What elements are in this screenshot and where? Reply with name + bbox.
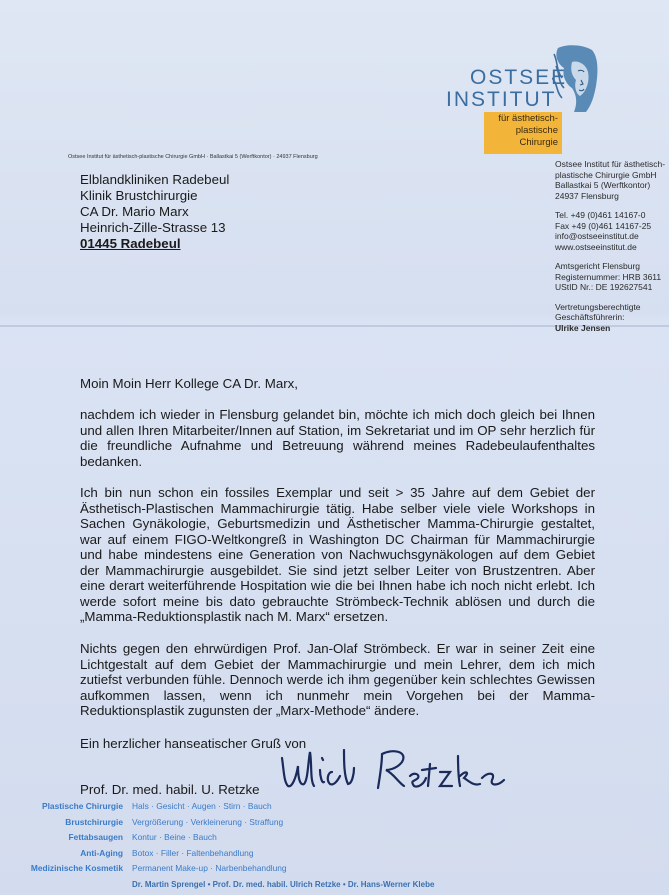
body-paragraph: Nichts gegen den ehrwürdigen Prof. Jan-Olaf Strömbeck. Er war in seiner Zeit eine Lichtgestalt auf dem Gebiet der Mammachirurgie und mein Lehrer, dem ich mich zutiefst verbunden fühle. Dennoch werde ich ihm gegenüber kein schlechtes Gewissen aufkommen lassen, wenn ich nunmehr mein Vorgehen bei der Mamma-Reduktionsplastik zugunsten der „Marx-Methode“ ändere. xyxy=(80,641,595,718)
service-row xyxy=(18,830,287,846)
service-row xyxy=(18,815,287,831)
sender-rep-label: Geschäftsführerin: xyxy=(555,312,625,322)
signer-name: Prof. Dr. med. habil. U. Retzke xyxy=(80,782,260,797)
sender-vat: UStID Nr.: DE 192627541 xyxy=(555,282,653,292)
sender-email: info@ostseeinstitut.de xyxy=(555,231,639,241)
logo-title-line2: INSTITUT xyxy=(446,88,557,111)
logo-title-line1: OSTSEE xyxy=(470,66,568,89)
service-items: Hals · Gesicht · Augen · Stirn · Bauch xyxy=(132,801,272,811)
logo-subtitle-box xyxy=(484,112,562,154)
sender-name: Ostsee Institut für ästhetisch- xyxy=(555,159,666,169)
sender-phone: Tel. +49 (0)461 14167-0 xyxy=(555,210,646,220)
sender-info xyxy=(555,159,665,333)
sender-fax: Fax +49 (0)461 14167-25 xyxy=(555,220,652,231)
service-items: Vergrößerung · Verkleinerung · Straffung xyxy=(132,816,284,827)
sender-register: Registernummer: HRB 3611 xyxy=(555,271,662,282)
service-category: Plastische Chirurgie xyxy=(42,801,123,811)
recipient-address xyxy=(80,172,229,252)
service-category: Brustchirurgie xyxy=(65,816,123,827)
body-paragraph: nachdem ich wieder in Flensburg gelandet bin, möchte ich mich doch gleich bei Ihnen und allen Ihren Mitarbeiter/Innen auf Station, im Sekretariat und im OP sehr herzlich für die freundliche Aufnahme und Betreuung während meines Radebeulaufenthaltes bedanken. xyxy=(80,407,595,469)
recipient-line: Elblandkliniken Radebeul xyxy=(80,172,230,187)
recipient-line: Heinrich-Zille-Strasse 13 xyxy=(80,220,226,235)
recipient-city: 01445 Radebeul xyxy=(80,236,181,251)
services-list xyxy=(18,799,287,877)
institute-logo xyxy=(440,44,600,156)
service-items: Permanent Make-up · Narbenbehandlung xyxy=(132,863,287,873)
salutation: Moin Moin Herr Kollege CA Dr. Marx, xyxy=(80,376,298,391)
logo-sub-line: plastische xyxy=(515,125,558,136)
sender-court: Amtsgericht Flensburg xyxy=(555,261,641,271)
recipient-line: Klinik Brustchirurgie xyxy=(80,188,198,203)
service-row xyxy=(18,799,287,815)
closing-greeting: Ein herzlicher hanseatischer Gruß von xyxy=(80,736,307,751)
sender-name: plastische Chirurgie GmbH xyxy=(555,169,657,180)
sender-website: www.ostseeinstitut.de xyxy=(555,241,637,252)
service-items: Botox · Filler · Faltenbehandlung xyxy=(132,847,254,858)
logo-sub-line: für ästhetisch- xyxy=(498,113,558,124)
service-row xyxy=(18,846,287,862)
service-row xyxy=(18,861,287,877)
service-category: Fettabsaugen xyxy=(68,832,123,842)
service-items: Kontur · Beine · Bauch xyxy=(132,832,217,842)
recipient-line: CA Dr. Mario Marx xyxy=(80,204,189,219)
doctors-line: Dr. Martin Sprengel • Prof. Dr. med. habil. Ulrich Retzke • Dr. Hans-Werner Klebe xyxy=(132,880,435,889)
sender-rep-name: Ulrike Jensen xyxy=(555,322,611,333)
return-address-line: Ostsee Institut für ästhetisch-plastische Chirurgie GmbH · Ballastkai 5 (Werftkontor) · 24937 Flensburg xyxy=(68,154,318,160)
service-category: Anti-Aging xyxy=(80,847,123,858)
logo-sub-line: Chirurgie xyxy=(519,137,558,148)
sender-street: Ballastkai 5 (Werftkontor) xyxy=(555,180,651,190)
sender-rep-label: Vertretungsberechtigte xyxy=(555,301,641,312)
sender-city: 24937 Flensburg xyxy=(555,190,619,201)
body-paragraph: Ich bin nun schon ein fossiles Exemplar und seit > 35 Jahre auf dem Gebiet der Ästhetisch-Plastischen Mammachirurgie tätig. Habe selber viele viele Workshops in Sachen Gynäkologie, Geburtsmedizin und Ästhetischer Mamma-Chirurgie gestaltet, war auf einem FIGO-Weltkongreß in Washington DC Chairman für Mammachirurgie und habe mindestens eine Generation von Nachwuchsgynäkologen auf dem Gebiet der Mammachirurgie ausgebildet. Sie sind jetzt selber Leiter von Brustzentren. Aber eine derart weiterführende Hospitation wie die bei Ihnen habe ich noch nicht erlebt. Ich werde sofort meine bis dato gebrauchte Strömbeck-Technik ablösen und durch die „Mamma-Reduktionsplastik nach M. Marx“ ersetzen. xyxy=(80,485,595,624)
handwritten-signature xyxy=(278,742,508,800)
service-category: Medizinische Kosmetik xyxy=(30,863,123,873)
